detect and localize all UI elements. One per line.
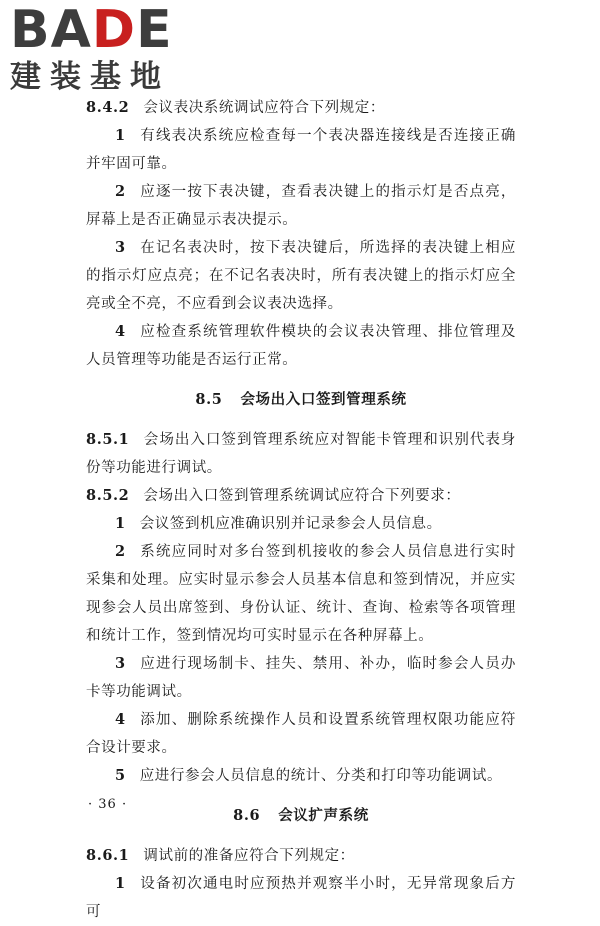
clause-8-5-2: 8.5.2 会场出入口签到管理系统调试应符合下列要求： — [86, 487, 461, 504]
page-number: · 36 · — [88, 797, 128, 812]
list-item: 2 系统应同时对多台签到机接收的参会人员信息进行实时采集和处理。应实时显示参会人员基本信息和签到情况，并应实现参会人员出席签到、身份认证、统计、查询、检索等各项管理和统计工作，签到情况均可实时显示在各种屏幕上。 — [86, 543, 516, 644]
section-heading-8-5: 8.5 会场出入口签到管理系统 — [195, 391, 407, 408]
document-body — [86, 94, 516, 926]
brand-logo — [10, 0, 185, 96]
list-item: 3 在记名表决时，按下表决键后，所选择的表决键上相应的指示灯应点亮；在不记名表决时，所有表决键上的指示灯应全亮或全不亮，不应看到会议表决选择。 — [86, 239, 516, 312]
logo-wordmark: BADE — [10, 0, 173, 60]
list-item: 1 会议签到机应准确识别并记录参会人员信息。 — [115, 515, 442, 532]
list-item: 4 添加、删除系统操作人员和设置系统管理权限功能应符合设计要求。 — [86, 711, 516, 756]
list-item: 3 应进行现场制卡、挂失、禁用、补办，临时参会人员办卡等功能调试。 — [86, 655, 516, 700]
clause-8-6-1: 8.6.1 调试前的准备应符合下列规定： — [86, 847, 355, 864]
list-item: 5 应进行参会人员信息的统计、分类和打印等功能调试。 — [115, 767, 503, 784]
logo-accent-letter: D — [91, 0, 137, 60]
list-item: 1 有线表决系统应检查每一个表决器连接线是否连接正确并牢固可靠。 — [86, 127, 516, 172]
clause-8-5-1: 8.5.1 会场出入口签到管理系统应对智能卡管理和识别代表身份等功能进行调试。 — [86, 431, 516, 476]
list-item: 2 应逐一按下表决键，查看表决键上的指示灯是否点亮，屏幕上是否正确显示表决提示。 — [86, 183, 516, 228]
section-heading-8-6: 8.6 会议扩声系统 — [233, 807, 369, 824]
clause-8-4-2: 8.4.2 会议表决系统调试应符合下列规定： — [86, 99, 385, 116]
list-item: 4 应检查系统管理软件模块的会议表决管理、排位管理及人员管理等功能是否运行正常。 — [86, 323, 516, 368]
logo-subtitle: 建装基地 — [10, 59, 170, 95]
list-item: 1 设备初次通电时应预热并观察半小时，无异常现象后方可 — [86, 875, 516, 920]
